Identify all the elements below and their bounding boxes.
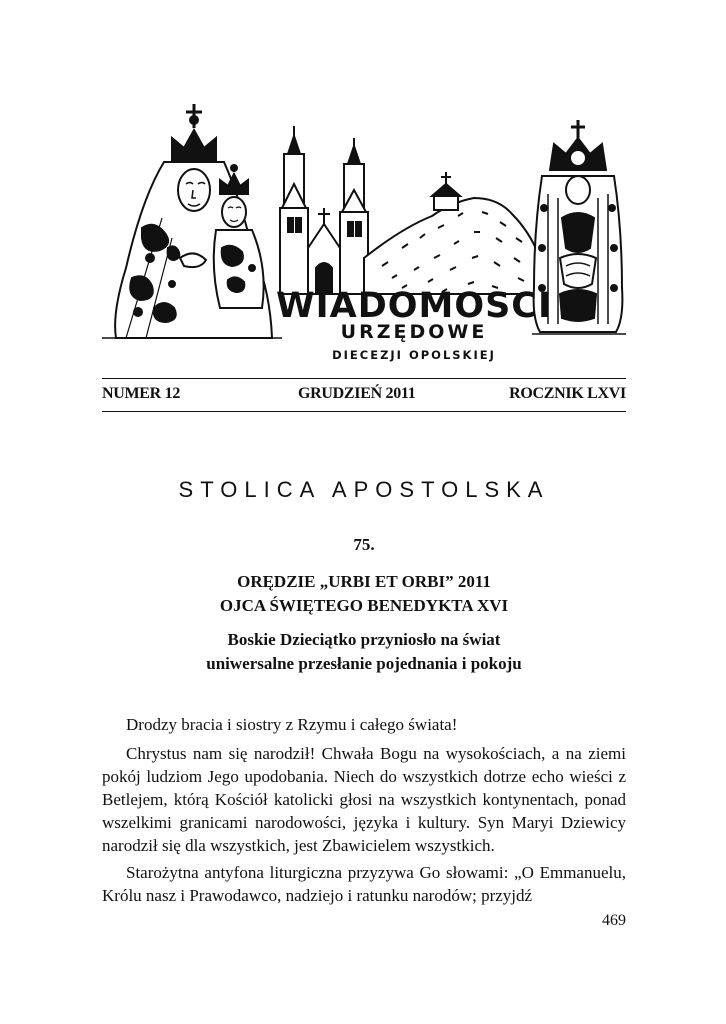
madonna-icon xyxy=(115,104,272,338)
masthead-title: WIADOMOSCI xyxy=(275,286,553,326)
body-text xyxy=(102,713,626,907)
document-subtitle-line2: uniwersalne przesłanie pojednania i pokoju xyxy=(206,654,522,673)
document-title-line1: ORĘDZIE „URBI ET ORBI” 2011 xyxy=(237,572,491,591)
paragraph-2: Starożytna antyfona liturgiczna przyzywa Go słowami: „O Emmanuelu, Królu nasz i Prawodawco, nadziejo i ratunku narodów; przyjdź xyxy=(102,863,626,905)
document-number: 75. xyxy=(353,535,375,554)
issue-date: GRUDZIEŃ 2011 xyxy=(298,385,416,402)
masthead-diocese: DIECEZJI OPOLSKIEJ xyxy=(332,348,496,362)
bottom-rule xyxy=(102,411,626,412)
issue-volume: ROCZNIK LXVI xyxy=(509,385,626,402)
document-subtitle-line1: Boskie Dzieciątko przyniosło na świat xyxy=(227,630,501,649)
church-icon xyxy=(280,126,368,294)
top-rule xyxy=(102,378,626,379)
hill-icon xyxy=(364,172,540,294)
masthead-subtitle: URZĘDOWE xyxy=(340,321,488,343)
issue-info-row xyxy=(102,385,626,407)
masthead xyxy=(102,98,626,373)
document-title-line2: OJCA ŚWIĘTEGO BENEDYKTA XVI xyxy=(219,596,509,615)
paragraph-1: Chrystus nam się narodził! Chwała Bogu na wysokościach, a na ziemi pokój ludziom Jego upodobania. Niech do wszystkich dotrze echo wieści z Betlejem, którą Kościół katolicki głosi na wszystkich kontynentach, ponad wszelkimi granicami narodowości, języka i kultury. Syn Maryi Dziewicy narodził się dla wszystkich, jest Zbawicielem wszystkich. xyxy=(102,744,626,855)
salutation: Drodzy bracia i siostry z Rzymu i całego świata! xyxy=(126,715,458,734)
section-title: STOLICA APOSTOLSKA xyxy=(178,477,550,502)
issue-number: NUMER 12 xyxy=(102,385,181,402)
page-number: 469 xyxy=(602,912,626,929)
